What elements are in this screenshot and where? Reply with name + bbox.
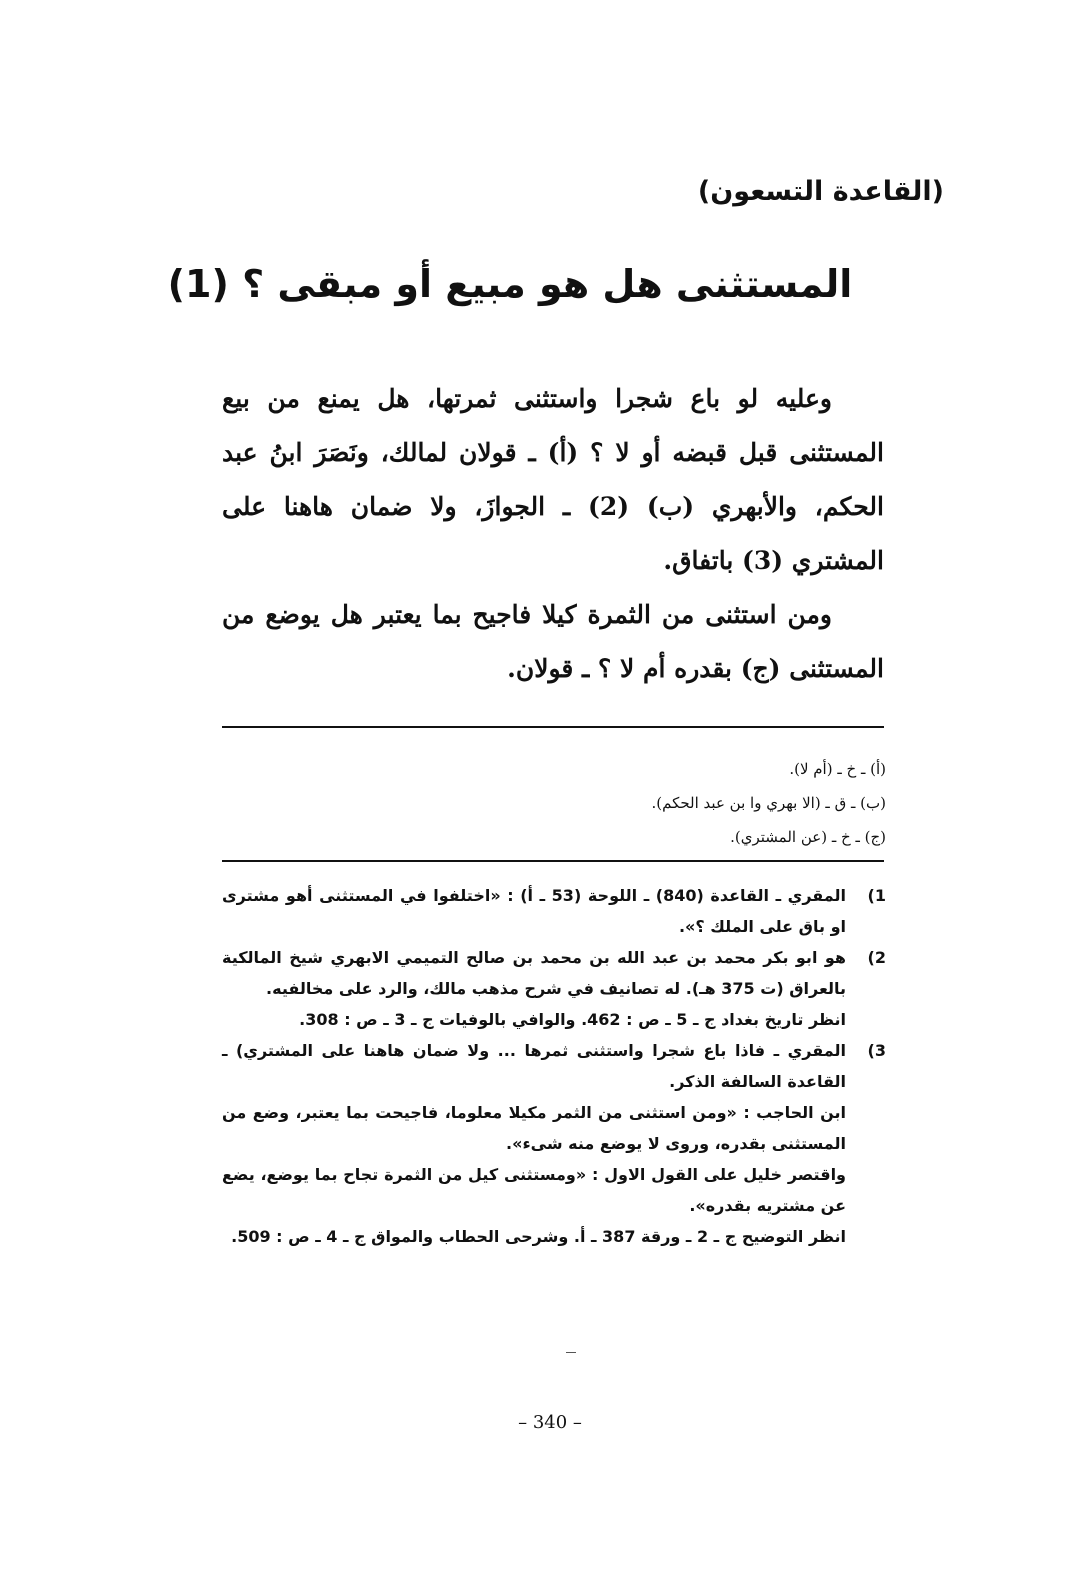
- page-number: – 340 –: [518, 1412, 582, 1433]
- page-title: المستثنى هل هو مبيع أو مبقى ؟ (1): [167, 262, 853, 306]
- footnote: [222, 1035, 886, 1252]
- variant-note: (ب) ـ ق ـ (الا بهري وا بن عبد الحكم).: [651, 794, 886, 812]
- footnotes: [222, 880, 886, 1252]
- footnote: [222, 942, 886, 1035]
- footnote-text: واقتصر خليل على القول الاول : «ومستثنى كيل من الثمرة تجاح بما يوضع، يضع عن مشتريه بقدره».: [222, 1165, 846, 1215]
- footnote-text: المقري ـ القاعدة (840) ـ اللوحة (53 ـ أ) : «اختلفوا في المستثنى أهو مشترى او باق على الملك ؟».: [222, 886, 847, 936]
- footnote-text: انظر التوضيح ج ـ 2 ـ ورقة 387 ـ أ. وشرحى الحطاب والمواق ج ـ 4 ـ ص : 509.: [231, 1227, 846, 1246]
- footnote-number: 1): [867, 886, 886, 905]
- paragraph: ومن استثنى من الثمرة كيلا فاجيح بما يعتبر هل يوضع من المستثنى (ج) بقدره أم لا ؟ ـ قولان.: [222, 600, 884, 683]
- variant-note: (أ) ـ خ ـ (أم لا).: [789, 760, 886, 778]
- manuscript-variants: [386, 752, 886, 854]
- divider-rule: [222, 726, 884, 728]
- section-label: (القاعدة التسعون): [697, 176, 944, 207]
- footnote-text: انظر تاريخ بغداد ج ـ 5 ـ ص : 462. والوافي بالوفيات ج ـ 3 ـ ص : 308.: [299, 1010, 846, 1029]
- variant-note: (ج) ـ خ ـ (عن المشتري).: [730, 828, 886, 846]
- footnote-text: هو ابو بكر محمد بن عبد الله بن محمد بن صالح التميمي الابهري شيخ المالكية بالعراق (ت 375 هـ). له تصانيف في شرح مذهب مالك، والرد على مخالفيه.: [222, 948, 846, 998]
- footnote-text: ابن الحاجب : «ومن استثنى من الثمر مكيلا معلوما، فاجيحت بما يعتبر، وضع من المستثنى بقدره، وروى لا يوضع منه شىء».: [222, 1103, 846, 1153]
- divider-rule: [222, 860, 884, 862]
- footnote: [222, 880, 886, 942]
- footnote-number: 3): [867, 1041, 886, 1060]
- page-mark: [566, 1352, 576, 1353]
- footnote-text: المقري ـ فاذا باع شجرا واستثنى ثمرها ... ولا ضمان هاهنا على المشتري) ـ القاعدة السالفة الذكر.: [222, 1041, 846, 1091]
- footnote-number: 2): [867, 948, 886, 967]
- main-text: [222, 372, 884, 696]
- paragraph: وعليه لو باع شجرا واستثنى ثمرتها، هل يمنع من بيع المستثنى قبل قبضه أو لا ؟ (أ) ـ قولان لمالك، ونَصَرَ ابنُ عبد الحكم، والأبهري (ب) (2) ـ الجوازَ، ولا ضمان هاهنا على المشتري (3) باتفاق.: [222, 384, 884, 575]
